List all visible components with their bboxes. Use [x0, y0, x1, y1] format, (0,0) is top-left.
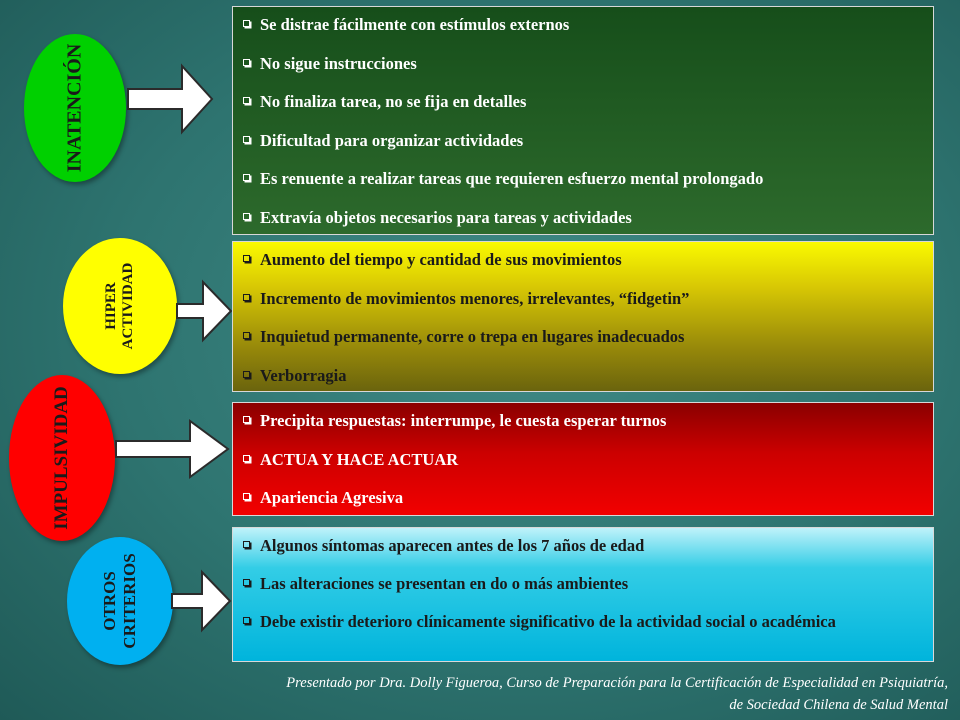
checkbox-bullet-icon [243, 97, 250, 104]
inatencion-oval [24, 34, 126, 182]
hiper-list [243, 250, 921, 404]
checkbox-bullet-icon [243, 371, 250, 378]
otros-list [243, 536, 921, 650]
hiper-label-line1: HIPER [103, 282, 119, 330]
checkbox-bullet-icon [243, 59, 250, 66]
list-item: Las alteraciones se presentan en do o más ambientes [243, 574, 921, 612]
list-item: No sigue instrucciones [243, 54, 921, 93]
otros-label [100, 553, 140, 648]
presenter-credit [148, 672, 948, 716]
inatencion-list [243, 15, 921, 246]
list-item: Inquietud permanente, corre o trepa en lugares inadecuados [243, 327, 921, 366]
list-item: Es renuente a realizar tareas que requieren esfuerzo mental prolongado [243, 169, 921, 208]
hiper-label [103, 263, 137, 350]
checkbox-bullet-icon [243, 294, 250, 301]
impulsividad-list [243, 411, 921, 527]
checkbox-bullet-icon [243, 174, 250, 181]
checkbox-bullet-icon [243, 332, 250, 339]
list-item: Se distrae fácilmente con estímulos externos [243, 15, 921, 54]
inatencion-label: INATENCIÓN [63, 43, 86, 173]
checkbox-bullet-icon [243, 455, 250, 462]
impulsividad-label: IMPULSIVIDAD [51, 386, 72, 530]
checkbox-bullet-icon [243, 617, 250, 624]
list-item: Extravía objetos necesarios para tareas y actividades [243, 208, 921, 247]
list-item: Verborragia [243, 366, 921, 405]
list-item: Incremento de movimientos menores, irrelevantes, “fidgetin” [243, 289, 921, 328]
hiper-box [232, 241, 934, 392]
checkbox-bullet-icon [243, 541, 250, 548]
list-item: Precipita respuestas: interrumpe, le cuesta esperar turnos [243, 411, 921, 450]
checkbox-bullet-icon [243, 136, 250, 143]
list-item: Algunos síntomas aparecen antes de los 7 años de edad [243, 536, 921, 574]
impulsividad-oval [9, 375, 115, 541]
otros-oval [67, 537, 173, 665]
list-item: No finaliza tarea, no se fija en detalles [243, 92, 921, 131]
hiper-label-line2: ACTIVIDAD [120, 262, 136, 350]
otros-arrow-icon [170, 568, 234, 634]
otros-box [232, 527, 934, 662]
inatencion-box [232, 6, 934, 235]
hiper-arrow-icon [175, 278, 235, 344]
list-item: Dificultad para organizar actividades [243, 131, 921, 170]
credit-line-2: de Sociedad Chilena de Salud Mental [729, 697, 948, 713]
inatencion-arrow-icon [126, 62, 216, 136]
list-item: Apariencia Agresiva [243, 488, 921, 527]
checkbox-bullet-icon [243, 213, 250, 220]
hiper-oval [63, 238, 177, 374]
impulsividad-box [232, 402, 934, 516]
checkbox-bullet-icon [243, 255, 250, 262]
checkbox-bullet-icon [243, 20, 250, 27]
list-item: Debe existir deterioro clínicamente significativo de la actividad social o académica [243, 612, 921, 650]
list-item: ACTUA Y HACE ACTUAR [243, 450, 921, 489]
credit-line-1: Presentado por Dra. Dolly Figueroa, Curso de Preparación para la Certificación de Especialidad en Psiquiatría, [286, 675, 948, 691]
otros-label-line1: OTROS [100, 571, 119, 631]
checkbox-bullet-icon [243, 416, 250, 423]
checkbox-bullet-icon [243, 579, 250, 586]
otros-label-line2: CRITERIOS [120, 553, 139, 649]
impulsividad-arrow-icon [114, 417, 234, 481]
list-item: Aumento del tiempo y cantidad de sus movimientos [243, 250, 921, 289]
checkbox-bullet-icon [243, 493, 250, 500]
